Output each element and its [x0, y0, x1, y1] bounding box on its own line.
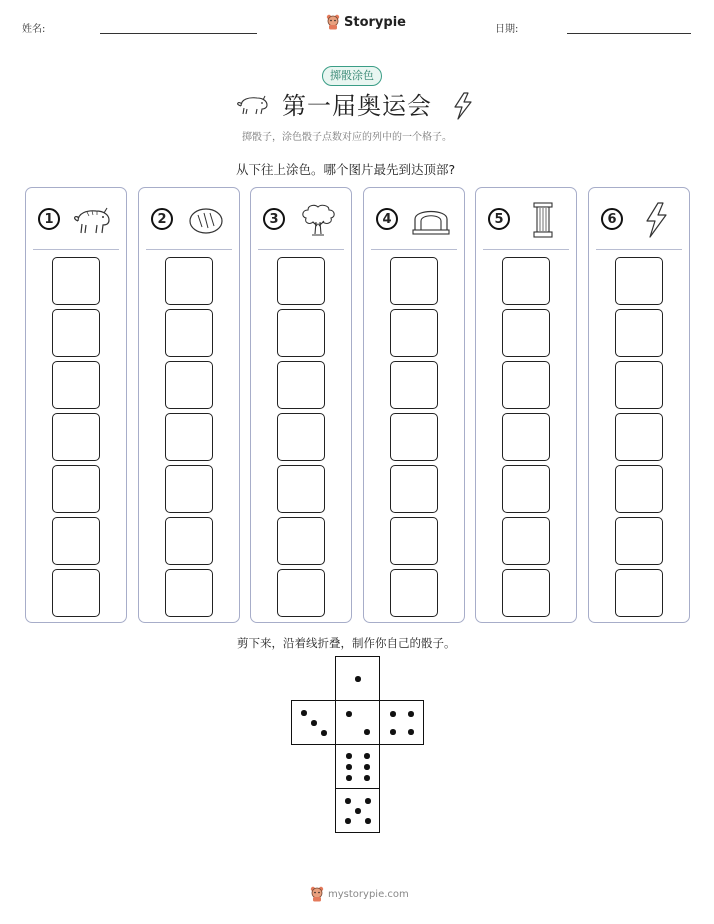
color-box[interactable] — [390, 257, 438, 305]
color-box[interactable] — [165, 465, 213, 513]
color-box[interactable] — [390, 517, 438, 565]
column-divider — [258, 249, 344, 250]
color-box[interactable] — [52, 569, 100, 617]
dice-pip — [408, 729, 414, 735]
brand-logo — [326, 14, 406, 30]
column-divider — [483, 249, 569, 250]
color-box[interactable] — [165, 361, 213, 409]
dice-pip — [364, 729, 370, 735]
color-box[interactable] — [52, 257, 100, 305]
dice-pip — [364, 764, 370, 770]
color-box[interactable] — [52, 413, 100, 461]
color-box[interactable] — [390, 413, 438, 461]
dice-pip — [311, 720, 317, 726]
column-number: 2 — [151, 208, 173, 230]
color-box[interactable] — [502, 465, 550, 513]
brand-name: Storypie — [344, 14, 406, 30]
dice-pip — [355, 808, 361, 814]
column-5 — [475, 187, 577, 623]
color-box[interactable] — [390, 309, 438, 357]
dice-face-bottom — [335, 788, 380, 833]
footer-url[interactable]: mystorypie.com — [328, 888, 409, 900]
color-box[interactable] — [52, 517, 100, 565]
color-box[interactable] — [502, 361, 550, 409]
column-number: 4 — [376, 208, 398, 230]
column-divider — [146, 249, 232, 250]
color-box[interactable] — [502, 517, 550, 565]
dice-pip — [390, 711, 396, 717]
color-box[interactable] — [52, 309, 100, 357]
color-box[interactable] — [502, 569, 550, 617]
dice-pip — [346, 753, 352, 759]
dice-pip — [365, 798, 371, 804]
dice-pip — [346, 764, 352, 770]
color-box[interactable] — [615, 309, 663, 357]
color-box[interactable] — [165, 569, 213, 617]
color-box[interactable] — [277, 465, 325, 513]
oven-icon — [408, 200, 454, 240]
color-box[interactable] — [277, 309, 325, 357]
dice-face-below — [335, 744, 380, 789]
name-label: 姓名: — [22, 24, 46, 35]
subtitle: 掷骰子，涂色骰子点数对应的列中的一个格子。 — [242, 132, 452, 143]
column-1 — [25, 187, 127, 623]
color-box[interactable] — [502, 309, 550, 357]
color-box[interactable] — [277, 517, 325, 565]
color-box[interactable] — [390, 361, 438, 409]
color-box[interactable] — [390, 569, 438, 617]
question: 从下往上涂色。哪个图片最先到达顶部? — [236, 162, 456, 177]
name-field[interactable] — [100, 33, 257, 34]
dice-pip — [365, 818, 371, 824]
color-box[interactable] — [277, 361, 325, 409]
date-label: 日期: — [495, 24, 519, 35]
color-box[interactable] — [52, 361, 100, 409]
column-number: 3 — [263, 208, 285, 230]
dice-pip — [346, 775, 352, 781]
page-title: 第一届奥运会 — [282, 92, 432, 120]
dice-pip — [321, 730, 327, 736]
column-number: 6 — [601, 208, 623, 230]
column-3 — [250, 187, 352, 623]
dice-pip — [390, 729, 396, 735]
dice-pip — [364, 775, 370, 781]
color-box[interactable] — [165, 517, 213, 565]
color-box[interactable] — [502, 257, 550, 305]
activity-badge: 掷骰涂色 — [322, 66, 382, 86]
column-6 — [588, 187, 690, 623]
column-number: 5 — [488, 208, 510, 230]
dice-face-right — [379, 700, 424, 745]
column-divider — [371, 249, 457, 250]
column-number: 1 — [38, 208, 60, 230]
column-4 — [363, 187, 465, 623]
color-box[interactable] — [615, 569, 663, 617]
column-divider — [33, 249, 119, 250]
date-field[interactable] — [567, 33, 691, 34]
color-box[interactable] — [165, 257, 213, 305]
lightning-title-icon — [452, 92, 474, 124]
bread-icon — [183, 200, 229, 240]
bear-mascot-footer-icon — [310, 886, 324, 902]
footer — [310, 886, 409, 902]
cut-instructions: 剪下来，沿着线折叠，制作你自己的骰子。 — [237, 636, 456, 650]
color-box[interactable] — [390, 465, 438, 513]
dice-pip — [301, 710, 307, 716]
color-box[interactable] — [165, 309, 213, 357]
lightning-icon — [633, 200, 679, 240]
color-box[interactable] — [615, 517, 663, 565]
boar-title-icon — [235, 92, 271, 120]
dice-pip — [408, 711, 414, 717]
dice-pip — [355, 676, 361, 682]
dice-pip — [346, 711, 352, 717]
dice-face-center — [335, 700, 380, 745]
color-box[interactable] — [615, 361, 663, 409]
color-box[interactable] — [277, 569, 325, 617]
color-box[interactable] — [165, 413, 213, 461]
color-box[interactable] — [615, 257, 663, 305]
color-box[interactable] — [615, 413, 663, 461]
color-box[interactable] — [502, 413, 550, 461]
column-2 — [138, 187, 240, 623]
color-box[interactable] — [615, 465, 663, 513]
boar-icon — [70, 200, 116, 240]
bear-mascot-icon — [326, 14, 340, 30]
dice-pip — [345, 798, 351, 804]
column-icon — [520, 200, 566, 240]
color-box[interactable] — [277, 413, 325, 461]
dice-pip — [345, 818, 351, 824]
dice-face-left — [291, 700, 336, 745]
dice-face-top — [335, 656, 380, 701]
olive-tree-icon — [295, 200, 341, 240]
color-box[interactable] — [277, 257, 325, 305]
column-divider — [596, 249, 682, 250]
color-box[interactable] — [52, 465, 100, 513]
dice-pip — [364, 753, 370, 759]
